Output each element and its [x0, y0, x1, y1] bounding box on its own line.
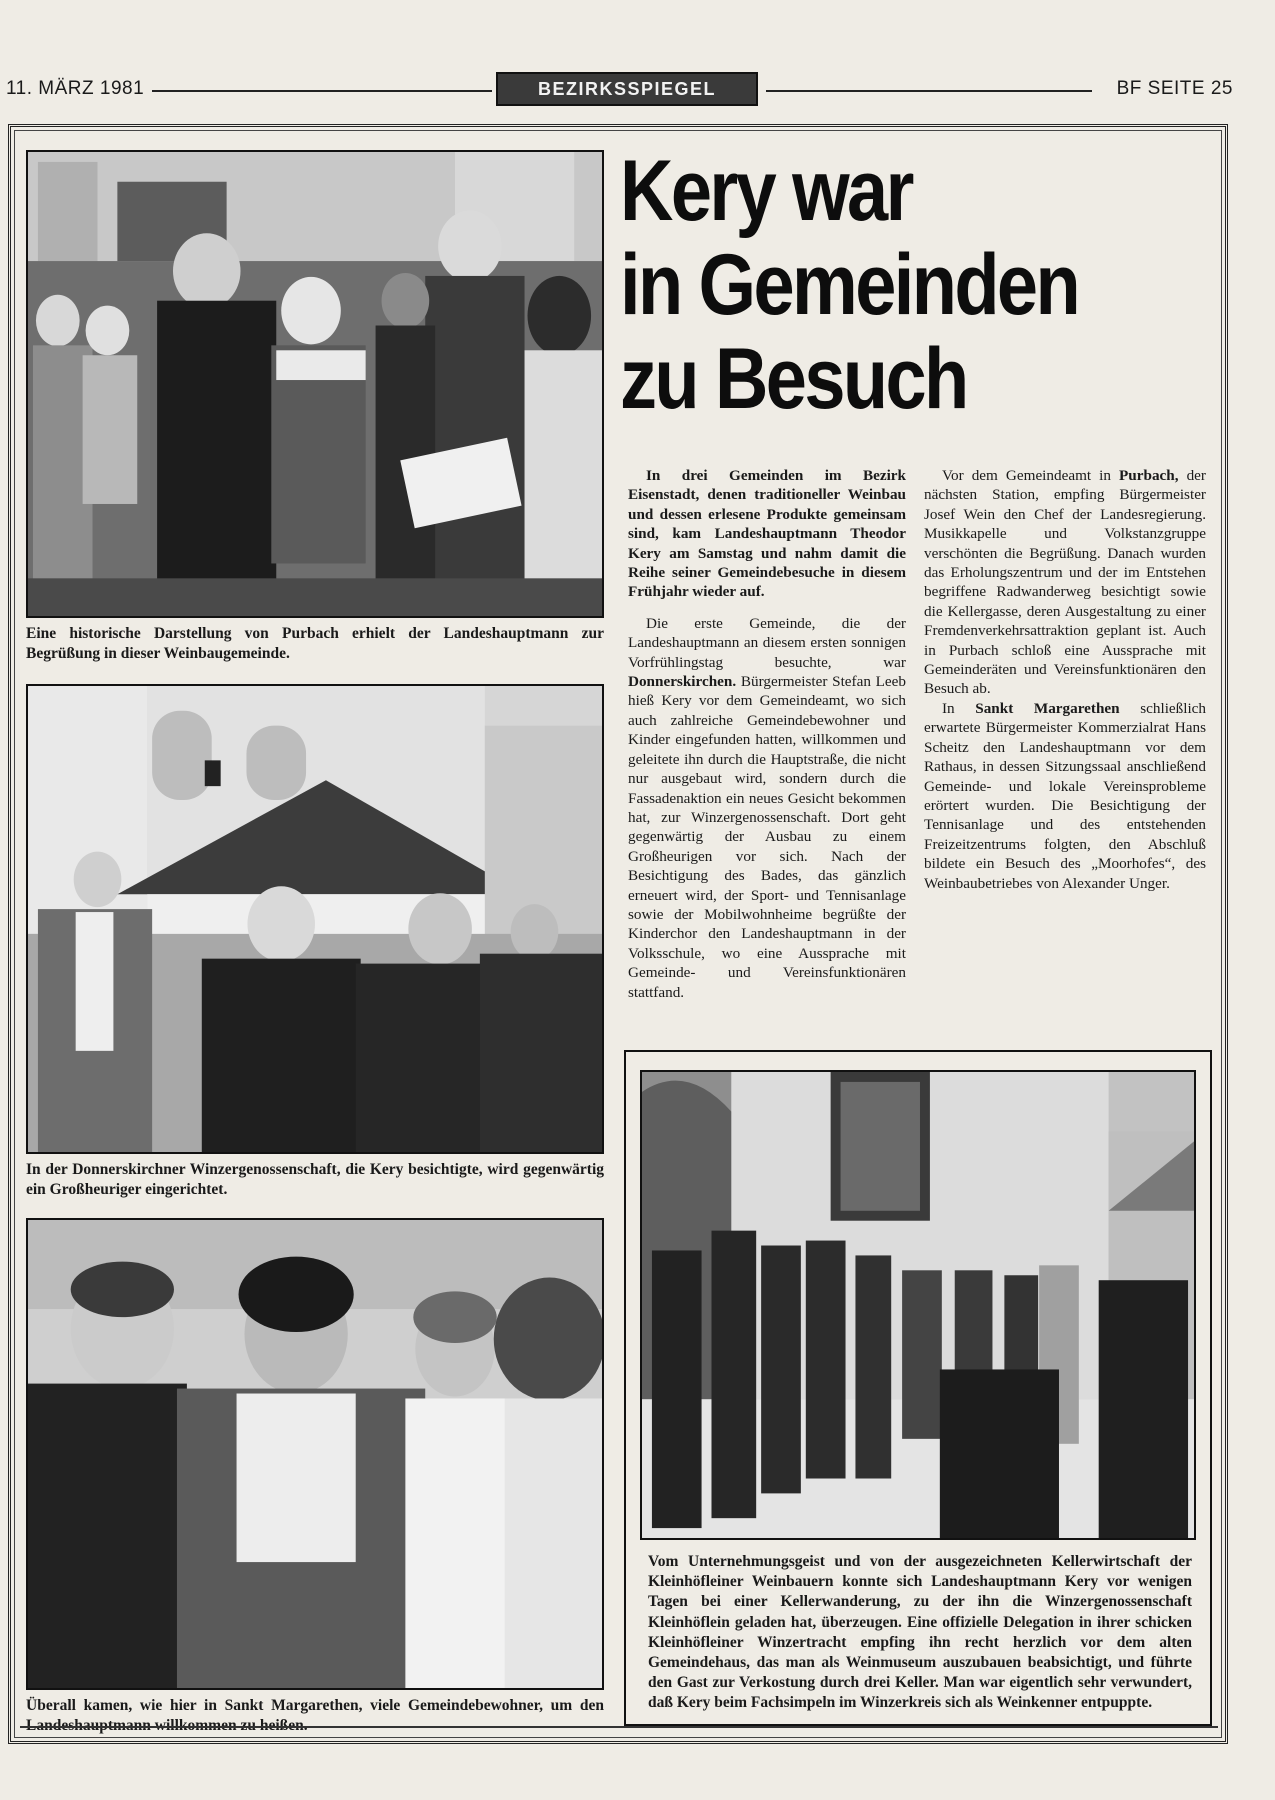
article-paragraph-2: [924, 466, 1206, 699]
article-paragraph-1: [628, 614, 906, 1002]
caption-photo-3: Überall kamen, wie hier in Sankt Margarethen, viele Gemeindebewohner, um den: [26, 1697, 604, 1714]
place-sankt-margarethen: Sankt Margarethen: [975, 699, 1120, 717]
issue-date: 11. MÄRZ 1981: [6, 78, 145, 99]
place-purbach: Purbach,: [1119, 467, 1179, 484]
header-rule-left: [152, 90, 492, 92]
section-badge: [496, 72, 758, 106]
place-donnerskirchen: Donnerskirchen.: [628, 673, 737, 691]
photo-donnerskirchen-winery: [26, 684, 604, 1154]
text-span: Die erste Gemeinde, die der Landeshauptmann an diesem ersten sonnigen Vorfrühlingstag besuchte, war: [628, 614, 906, 671]
header-rule-right: [766, 90, 1092, 92]
article-column-1: [628, 466, 906, 1002]
caption-photo-4: Vom Unternehmungsgeist und von der ausgezeichneten Kellerwirtschaft der Kleinhöfleiner Weinbauern konnte sich Landeshauptmann Kery vor wenigen Tagen bei einer Kellerwanderung, zu der ihn die Winzergenossenschaft Kleinhöflein geladen hat, überzeugen. Eine offizielle Delegation in ihrer schicken Kleinhöfleiner Winzertracht empfing ihn recht herzlich vor dem alten Gemeindehaus, das man als Weinmuseum auszubauen beabsichtigt, und führte den Gast zur Verkostung durch drei Keller. Man war eigentlich sehr verwundert, daß Kery beim Fachsimpeln im Winzerkreis sich als Weinkenner entpuppte.: [648, 1553, 1192, 1712]
photo-sankt-margarethen: [26, 1218, 604, 1690]
page-header: [0, 70, 1275, 120]
article-paragraph-3: [924, 699, 1206, 893]
caption-photo-1: Eine historische Darstellung von Purbach erhielt der Landeshauptmann zur Begrüßung in dieser Weinbaugemeinde.: [26, 625, 604, 662]
text-span: In: [942, 699, 976, 717]
headline: [620, 140, 1180, 427]
caption-photo-2: In der Donnerskirchner Winzergenossenschaft, die Kery besichtigte, wird gegenwärtig ein Großheuriger eingerichtet.: [26, 1161, 604, 1198]
photo-kleinhoeflein-delegation: [640, 1070, 1196, 1540]
page-number: BF SEITE 25: [1116, 78, 1233, 99]
photo-purbach-welcome: [26, 150, 604, 618]
headline-line-2: in Gemeinden: [620, 237, 1079, 333]
text-span: Bürgermeister Stefan Leeb hieß Kery vor dem Gemeindeamt, wo sich auch zahlreiche Gemeindebewohner und Kinder eingefunden hatten, willkommen und geleitete ihn durch die Hauptstraße, die nicht nur ausgebaut wird, sondern durch die Fassadenaktion ein neues Gesicht bekommen hat, zur Winzergenossenschaft. Dort geht gegenwärtig der Ausbau zu einem Großheurigen vor sich. Nach der Besichtigung des Bades, das gänzlich erneuert wird, der Sport- und Tennisanlage sowie der Mobilwohnheime begrüßte der Kinderchor den Landeshauptmann in der Volksschule, wo eine Aussprache mit Gemeinde- und Vereinsfunktionären stattfand.: [628, 673, 906, 1001]
text-span: der nächsten Station, empfing Bürgermeister Josef Wein den Chef der Landesregierung. Musikkapelle und Volkstanzgruppe verschönten die Begrüßung. Danach wurden das Erholungszentrum und der im Entstehen begriffene Radwanderweg besichtigt sowie die Kellergasse, deren Ausgestaltung zu einer Fremdenverkehrsattraktion geplant ist. Auch in Purbach schloß eine Aussprache mit Gemeinderäten und Vereinsfunktionären den Besuch ab.: [924, 467, 1206, 698]
article-lead: In drei Gemeinden im Bezirk Eisenstadt, denen traditioneller Weinbau und dessen erlesene Produkte gemeinsam sind, kam Landeshauptmann Theodor Kery am Samstag und nahm damit die Reihe seiner Gemeindebesuche in diesem Frühjahr wieder auf.: [628, 467, 906, 601]
headline-line-3: zu Besuch: [620, 331, 967, 427]
text-span: schließlich erwartete Bürgermeister Kommerzialrat Hans Scheitz den Landeshauptmann vor dem Rathaus, in dessen Sitzungssaal anschließend Gemeinde- und lokale Vereinsprobleme erörtert wurden. Die Besichtigung der Tennisanlage und des entstehenden Freizeitzentrums folgten, den Abschluß bildete ein Besuch des „Moorhofes“, des Weinbaubetriebes von Alexander Unger.: [924, 699, 1207, 892]
headline-line-1: Kery war: [620, 143, 912, 239]
bottom-rule: [20, 1726, 1218, 1728]
article-column-2: [924, 466, 1206, 893]
text-span: Vor dem Gemeindeamt in: [942, 467, 1120, 484]
section-title: BEZIRKSSPIEGEL: [537, 79, 717, 99]
